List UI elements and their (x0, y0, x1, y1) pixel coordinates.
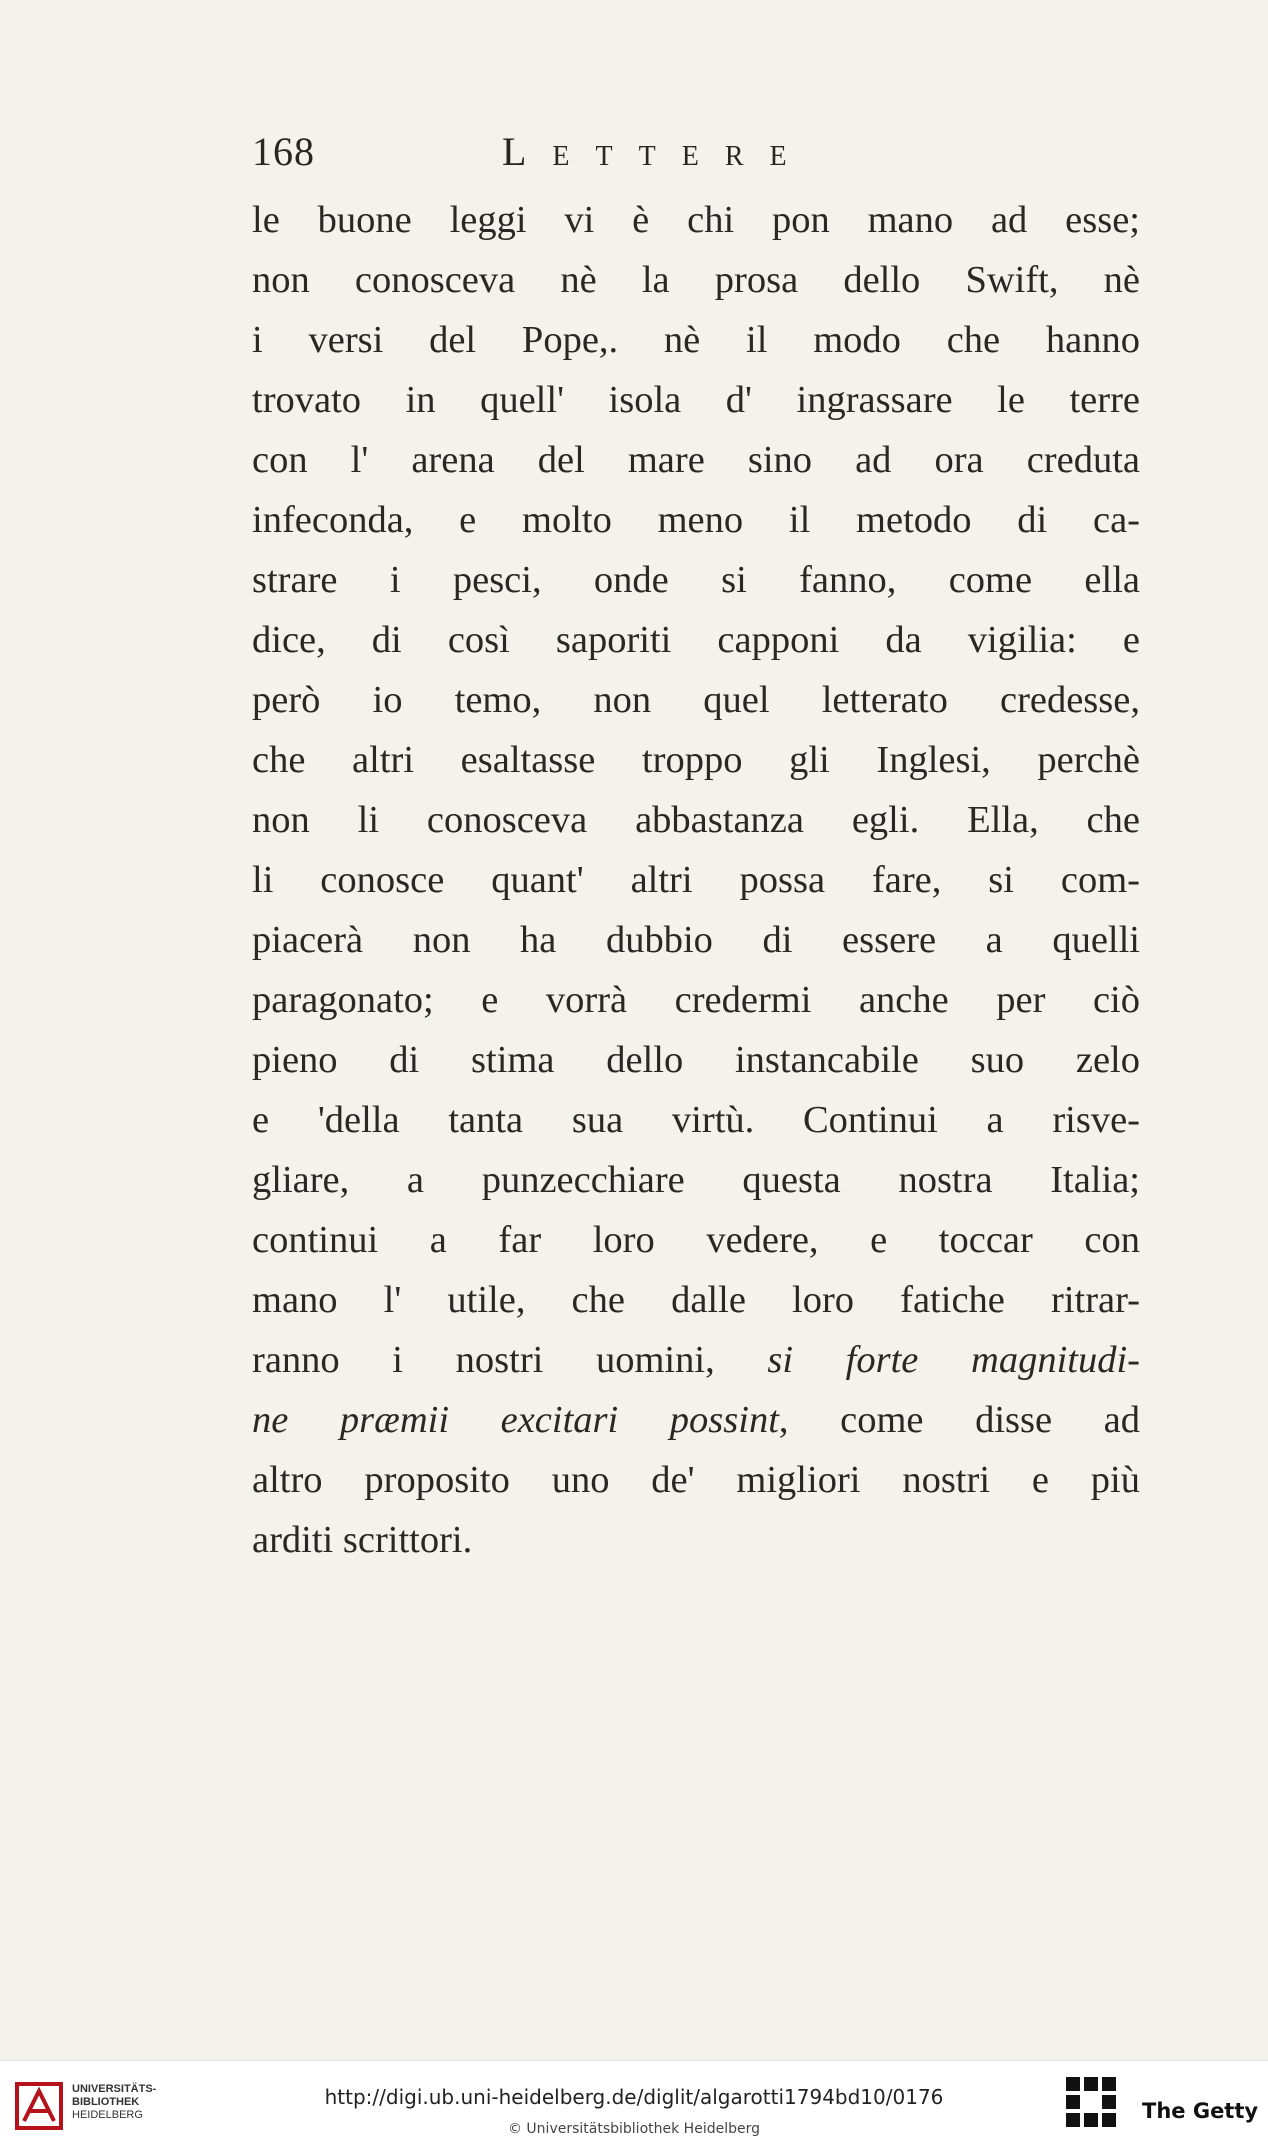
getty-mark-icon (1066, 2077, 1130, 2137)
library-name-line: HEIDELBERG (72, 2109, 143, 2121)
text-line: pieno di stima dello instancabile suo zelo (252, 1039, 1140, 1081)
text-line: dice, di così saporiti capponi da vigilia: e (252, 619, 1140, 661)
text-line: non li conosceva abbastanza egli. Ella, che (252, 799, 1140, 841)
italic-quote: ne præmii excitari possint (252, 1399, 779, 1441)
copyright-notice: © Universitätsbibliothek Heidelberg (507, 2121, 760, 2137)
text-line: le buone leggi vi è chi pon mano ad esse; (252, 199, 1140, 241)
text-line: gliare, a punzecchiare questa nostra Italia; (252, 1159, 1140, 1201)
text-line: non conosceva nè la prosa dello Swift, nè (252, 259, 1140, 301)
text-line: infeconda, e molto meno il metodo di ca- (252, 499, 1140, 541)
page-number: 168 (252, 129, 315, 174)
text-line: continui a far loro vedere, e toccar con (252, 1219, 1140, 1261)
getty-logo[interactable] (1066, 2077, 1266, 2137)
text-line: trovato in quell' isola d' ingrassare le terre (252, 379, 1140, 421)
viewer-footer (0, 2060, 1268, 2152)
text-run: ranno i nostri uomini, (252, 1339, 768, 1381)
text-line: strare i pesci, onde si fanno, come ella (252, 559, 1140, 601)
library-name-line: BIBLIOTHEK (72, 2096, 140, 2108)
text-line: però io temo, non quel letterato credesse, (252, 679, 1140, 721)
text-line: arditi scrittori. (252, 1519, 473, 1561)
body-text (252, 190, 1140, 1570)
text-line: mano l' utile, che dalle loro fatiche ritrar- (252, 1279, 1140, 1321)
text-line: li conosce quant' altri possa fare, si com- (252, 859, 1140, 901)
page-header (252, 128, 1152, 174)
text-line: i versi del Pope,. nè il modo che hanno (252, 319, 1140, 361)
text-line: altro proposito uno de' migliori nostri e più (252, 1459, 1140, 1501)
text-line: e 'della tanta sua virtù. Continui a risve- (252, 1099, 1140, 1141)
text-run: , come disse ad (778, 1399, 1140, 1441)
italic-quote: si forte magnitudi- (767, 1339, 1140, 1381)
text-line: con l' arena del mare sino ad ora creduta (252, 439, 1140, 481)
text-line (252, 1390, 1140, 1450)
text-line (252, 1330, 1140, 1390)
running-head: Lettere (502, 129, 813, 174)
text-line: che altri esaltasse troppo gli Inglesi, perchè (252, 739, 1140, 781)
text-line: piacerà non ha dubbio di essere a quelli (252, 919, 1140, 961)
partner-name: The Getty (1142, 2099, 1259, 2123)
permalink-url[interactable]: http://digi.ub.uni-heidelberg.de/diglit/algarotti1794bd10/0176 (324, 2085, 944, 2109)
library-name-line: UNIVERSITÄTS- (72, 2083, 157, 2095)
text-line: paragonato; e vorrà credermi anche per ciò (252, 979, 1140, 1021)
